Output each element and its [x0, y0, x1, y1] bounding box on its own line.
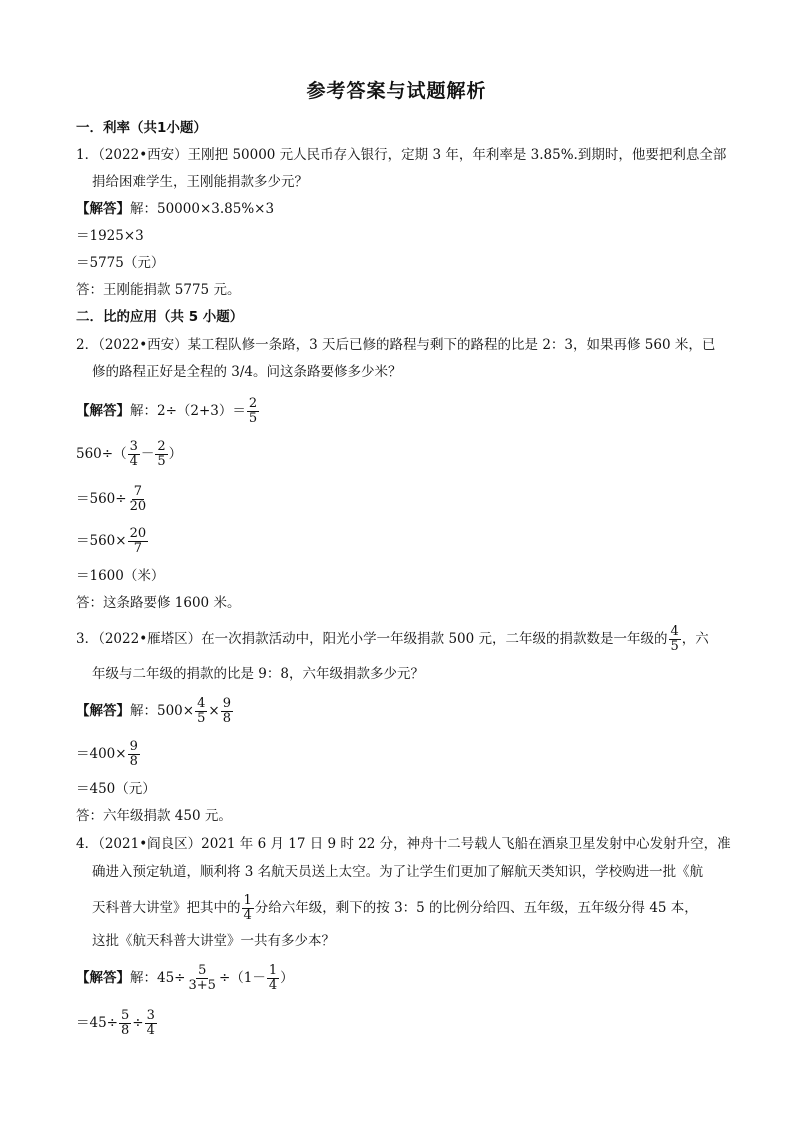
answer-tag: 【解答】	[76, 201, 130, 217]
answer-tag: 【解答】	[76, 703, 130, 719]
q1-answer-step: 解：50000×3.85%×3	[130, 201, 275, 217]
fraction: $\frac{7}{20}$	[129, 484, 147, 514]
fraction: $\frac{1}{4}$	[268, 963, 278, 993]
section-heading-ratio: 二．比的应用（共 5 小题）	[76, 309, 244, 325]
q3-answer: 【解答】解：500× $\frac{4}{5}$ × $\frac{9}{8}$	[76, 696, 231, 726]
fraction: $\frac{4}{5}$	[670, 624, 679, 654]
q1-text-line1: 1．（2022•西安）王刚把 50000 元人民币存入银行，定期 3 年，年利率是 3.85%.到期时，他要把利息全部	[76, 147, 727, 163]
q2-text-line2: 修的路程正好是全程的 3/4。问这条路要修多少米？	[92, 364, 402, 380]
fraction: $\frac{2}{5}$	[248, 396, 258, 426]
fraction: $\frac{20}{7}$	[129, 526, 147, 556]
fraction: $\frac{2}{5}$	[157, 439, 166, 469]
q2-step4: ＝1600（米）	[76, 568, 165, 584]
answer-tag: 【解答】	[76, 403, 130, 419]
q3-text-line1: 3．（2022•雁塔区）在一次捐款活动中，阳光小学一年级捐款 500 元，二年级的捐款数是一年级的 $\frac{4}{5}$ ，六	[76, 624, 709, 654]
q3-text-line2: 年级与二年级的捐款的比是 9：8，六年级捐款多少元？	[92, 666, 424, 682]
q2-step2: ＝560÷ $\frac{7}{20}$	[76, 484, 147, 514]
fraction: $\frac{5}{8}$	[121, 1008, 130, 1038]
q4-text-line3: 天科普大讲堂》把其中的 $\frac{1}{4}$ 分给六年级，剩下的按 3：5 的比例分给四、五年级，五年级分得 45 本，	[92, 893, 698, 923]
q1-answer	[76, 199, 274, 219]
q1-final-answer: 答：王刚能捐款 5775 元。	[76, 282, 241, 298]
q1-step2: ＝5775（元）	[76, 255, 165, 271]
q4-text-line1: 4．（2021•阎良区）2021 年 6 月 17 日 9 时 22 分，神舟十二号载人飞船在酒泉卫星发射中心发射升空，准	[76, 836, 731, 852]
q4-answer: 【解答】解：45÷ $\frac{5}{3+5}$ ÷（1－ $\frac{1}{4}$ ）	[76, 963, 294, 993]
q2-text-line1: 2．（2022•西安）某工程队修一条路，3 天后已修的路程与剩下的路程的比是 2：3，如果再修 560 米，已	[76, 337, 716, 353]
section-heading-interest: 一．利率（共1小题）	[76, 120, 207, 136]
q2-final-answer: 答：这条路要修 1600 米。	[76, 595, 241, 611]
fraction: $\frac{9}{8}$	[222, 696, 231, 726]
q2-step3: ＝560× $\frac{20}{7}$	[76, 526, 147, 556]
page-title: 参考答案与试题解析	[306, 80, 487, 102]
q2-answer: 【解答】解：2÷（2+3）＝ $\frac{2}{5}$	[76, 396, 258, 426]
q3-step2: ＝450（元）	[76, 781, 156, 797]
fraction: $\frac{1}{4}$	[243, 893, 252, 923]
fraction: $\frac{5}{3+5}$	[188, 963, 216, 993]
q1-step1: ＝1925×3	[76, 228, 144, 244]
q1-text-line2: 捐给困难学生，王刚能捐款多少元？	[92, 174, 308, 190]
fraction: $\frac{9}{8}$	[129, 739, 138, 769]
fraction: $\frac{3}{4}$	[129, 439, 138, 469]
q4-text-line2: 确进入预定轨道，顺利将 3 名航天员送上太空。为了让学生们更加了解航天类知识，学校购进一批《航	[92, 864, 704, 880]
q2-step1: 560÷（ $\frac{3}{4}$ － $\frac{2}{5}$ ）	[76, 439, 183, 469]
answer-tag: 【解答】	[76, 970, 130, 986]
q4-step1: ＝45÷ $\frac{5}{8}$ ÷ $\frac{3}{4}$	[76, 1008, 155, 1038]
fraction: $\frac{4}{5}$	[197, 696, 206, 726]
q3-step1: ＝400× $\frac{9}{8}$	[76, 739, 138, 769]
fraction: $\frac{3}{4}$	[146, 1008, 155, 1038]
q4-text-line4: 这批《航天科普大讲堂》一共有多少本？	[92, 933, 335, 949]
q3-final-answer: 答：六年级捐款 450 元。	[76, 808, 232, 824]
